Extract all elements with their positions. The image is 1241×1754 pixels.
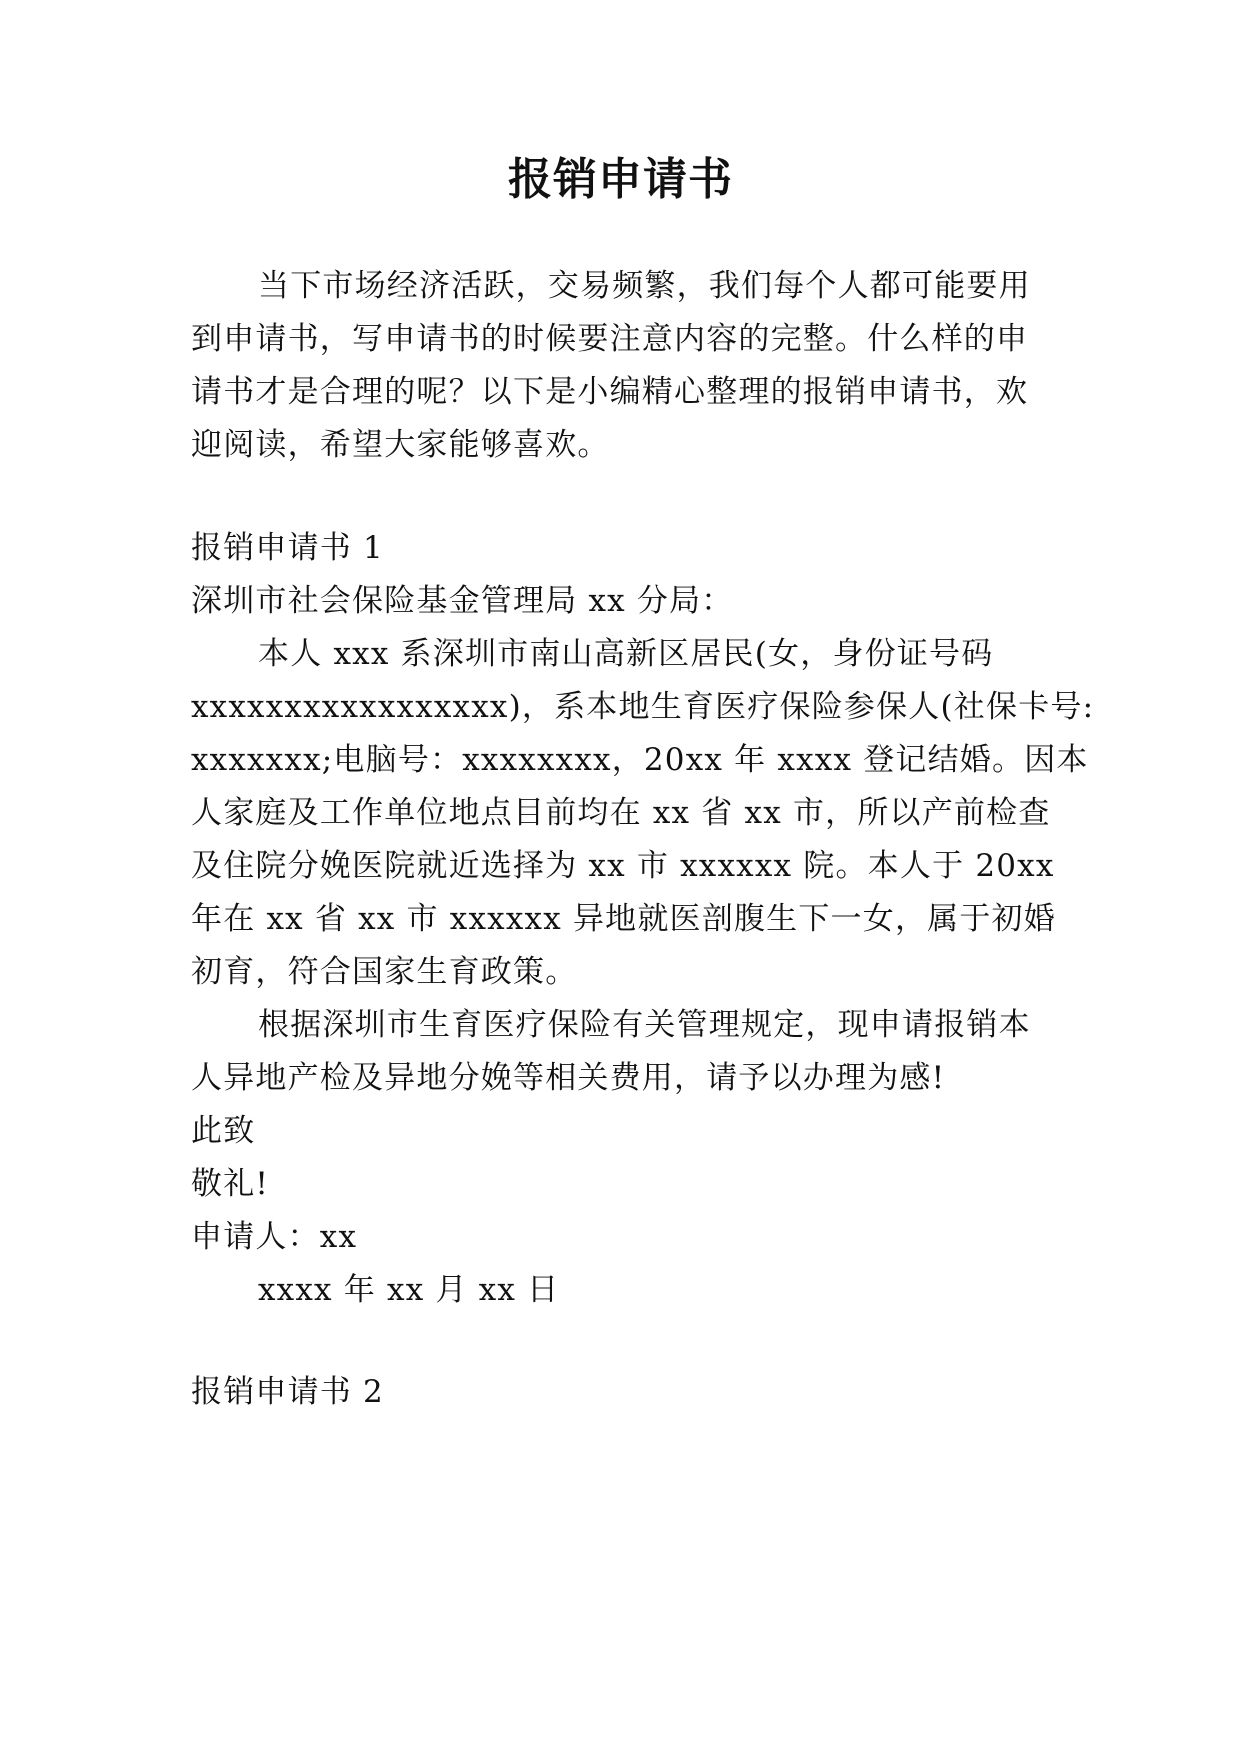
body-1-line-5: 及住院分娩医院就近选择为 xx 市 xxxxxx 院。本人于 20xx — [191, 848, 1055, 884]
body-1-line-1: 本人 xxx 系深圳市南山高新区居民(女，身份证号码 — [258, 636, 994, 672]
body-1-line-6: 年在 xx 省 xx 市 xxxxxx 异地就医剖腹生下一女，属于初婚 — [191, 901, 1056, 937]
body-1-line-4: 人家庭及工作单位地点目前均在 xx 省 xx 市，所以产前检查 — [191, 795, 1051, 831]
intro-line-2: 到申请书，写申请书的时候要注意内容的完整。什么样的申 — [191, 321, 1029, 357]
body-1-line-3: xxxxxxx;电脑号：xxxxxxxx，20xx 年 xxxx 登记结婚。因本 — [191, 742, 1089, 778]
closing-regards: 敬礼! — [191, 1166, 270, 1202]
section-2-heading: 报销申请书 2 — [191, 1374, 384, 1410]
applicant-line: 申请人：xx — [191, 1219, 358, 1255]
intro-line-4: 迎阅读，希望大家能够喜欢。 — [191, 427, 610, 463]
body-1-line-7: 初育，符合国家生育政策。 — [191, 954, 578, 990]
closing-salutation: 此致 — [191, 1113, 256, 1149]
section-1-heading: 报销申请书 1 — [191, 530, 384, 566]
addressee: 深圳市社会保险基金管理局 xx 分局： — [191, 583, 734, 619]
date-line: xxxx 年 xx 月 xx 日 — [258, 1272, 560, 1308]
intro-line-3: 请书才是合理的呢？以下是小编精心整理的报销申请书，欢 — [191, 374, 1029, 410]
body-2-line-2: 人异地产检及异地分娩等相关费用，请予以办理为感! — [191, 1060, 946, 1096]
body-1-line-2: xxxxxxxxxxxxxxxxx)，系本地生育医疗保险参保人(社保卡号: — [191, 689, 1095, 725]
intro-line-1: 当下市场经济活跃，交易频繁，我们每个人都可能要用 — [258, 268, 1031, 304]
document-title: 报销申请书 — [508, 154, 733, 205]
body-2-line-1: 根据深圳市生育医疗保险有关管理规定，现申请报销本 — [258, 1007, 1031, 1043]
